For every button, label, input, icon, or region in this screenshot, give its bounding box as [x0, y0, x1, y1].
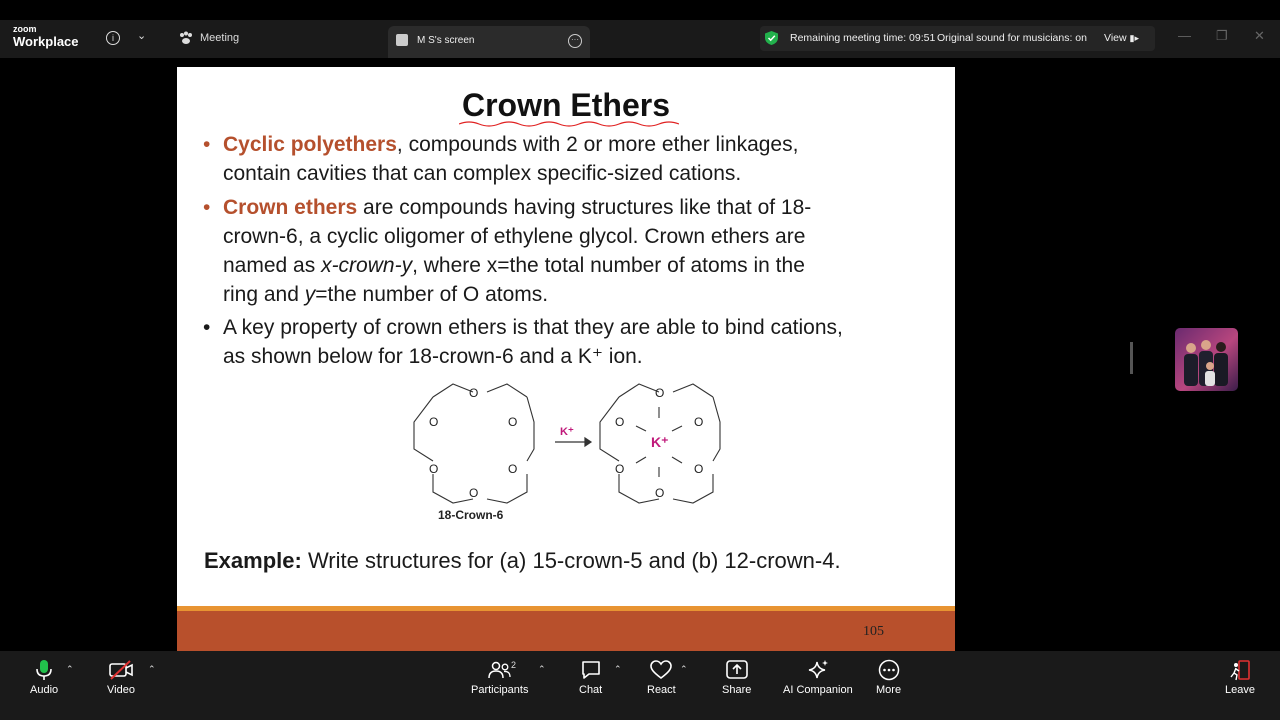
bullet-marker: • — [203, 196, 211, 219]
crown-ether-diagram — [407, 379, 727, 509]
title-bar — [0, 20, 1280, 58]
bullet-cyclic-polyethers — [203, 130, 933, 188]
oxygen-label: O — [429, 462, 439, 476]
leave-door-icon — [1228, 659, 1252, 681]
top-border — [0, 0, 1280, 20]
k-ion-label: K⁺ — [651, 434, 669, 450]
page-number: 105 — [863, 624, 884, 639]
slide-title: Crown Ethers — [461, 87, 671, 123]
bullet-marker: • — [203, 316, 211, 339]
view-button[interactable] — [1104, 32, 1139, 44]
minimize-icon[interactable]: — — [1178, 28, 1191, 43]
more-button[interactable] — [876, 659, 901, 696]
restore-icon[interactable]: ❐ — [1216, 28, 1228, 43]
leave-button[interactable] — [1225, 659, 1255, 696]
tab-shared-screen[interactable] — [388, 26, 590, 58]
audio-button[interactable] — [30, 659, 58, 696]
participant-video-thumbnail[interactable] — [1175, 328, 1238, 391]
chat-label: Chat — [579, 684, 603, 696]
oxygen-label: O — [469, 486, 479, 500]
reaction-arrow — [555, 438, 591, 446]
panel-resize-handle[interactable] — [1130, 342, 1133, 374]
bullet2-line3a: named as — [223, 254, 322, 277]
oxygen-label: O — [508, 415, 518, 429]
react-options-chevron-icon[interactable]: ⌃ — [680, 664, 688, 674]
video-off-icon — [108, 659, 134, 681]
arrow-ion-label: K⁺ — [560, 426, 574, 438]
chat-button[interactable] — [579, 659, 602, 696]
bullet1-text: , compounds with 2 or more ether linkages, — [396, 133, 799, 156]
bullet-marker: • — [203, 133, 211, 156]
avatar — [396, 34, 408, 46]
microphone-icon — [34, 659, 54, 681]
bullet2-line4b: =the number of O atoms. — [315, 283, 549, 306]
bullet1-highlight: Cyclic polyethers — [223, 133, 397, 156]
ai-companion-button[interactable] — [783, 659, 853, 696]
shield-check-icon — [765, 31, 778, 45]
sparkle-icon — [806, 659, 830, 681]
react-label: React — [647, 684, 676, 696]
oxygen-label: O — [655, 386, 665, 400]
oxygen-label: O — [615, 462, 625, 476]
bullet-crown-ethers — [203, 193, 933, 309]
react-button[interactable] — [647, 659, 676, 696]
meeting-label: Meeting — [200, 32, 240, 44]
original-sound-status[interactable]: Original sound for musicians: on — [937, 32, 1087, 44]
oxygen-label: O — [429, 415, 439, 429]
audio-label: Audio — [30, 684, 59, 696]
oxygen-label: O — [655, 486, 665, 500]
spellcheck-underline — [459, 120, 679, 128]
example-label: Example: — [204, 548, 302, 573]
participants-paw-icon — [178, 31, 194, 45]
share-label: Share — [722, 684, 752, 696]
more-dots-icon — [877, 659, 901, 681]
logo-bottom: Workplace — [13, 34, 79, 49]
shared-slide — [177, 67, 955, 651]
example-body: Write structures for (a) 15-crown-5 and (b) 12-crown-4. — [301, 548, 841, 573]
logo-top: zoom — [13, 24, 37, 34]
bullet2-line3b: , where x=the total number of atoms in the — [412, 254, 805, 277]
diagram-label: 18-Crown-6 — [438, 508, 504, 522]
meeting-info-bar — [760, 26, 1155, 51]
meeting-toolbar — [0, 651, 1280, 720]
bullet2-line4a: ring and — [223, 283, 305, 306]
participants-label: Participants — [471, 684, 529, 696]
bullet3-line1: A key property of crown ethers is that they are able to bind cations, — [223, 316, 843, 339]
bullet-key-property — [203, 313, 933, 371]
oxygen-label: O — [694, 462, 704, 476]
meeting-menu[interactable] — [178, 32, 239, 44]
view-label: View — [1104, 32, 1127, 44]
oxygen-label: O — [508, 462, 518, 476]
oxygen-label: O — [615, 415, 625, 429]
leave-label: Leave — [1225, 684, 1255, 696]
oxygen-label: O — [694, 415, 704, 429]
oxygen-label: O — [469, 386, 479, 400]
chat-options-chevron-icon[interactable]: ⌃ — [614, 664, 622, 674]
remaining-time: Remaining meeting time: 09:51 — [790, 32, 936, 44]
video-button[interactable] — [107, 659, 135, 696]
info-icon[interactable]: i — [106, 31, 120, 45]
zoom-logo — [13, 25, 79, 48]
participants-icon — [487, 659, 513, 681]
share-screen-icon — [724, 659, 750, 681]
bullet1-line2: contain cavities that can complex specific-sized cations. — [223, 162, 742, 185]
slide-footer — [177, 611, 955, 651]
bullet2-text: are compounds having structures like that of 18- — [357, 196, 812, 219]
participants-options-chevron-icon[interactable]: ⌃ — [538, 664, 546, 674]
participants-count: 2 — [511, 660, 517, 670]
participants-photo-icon — [1175, 328, 1238, 391]
bullet2-line3-italic: x-crown-y — [321, 254, 413, 277]
video-label: Video — [107, 684, 135, 696]
heart-icon — [649, 659, 673, 681]
bullet3-line2: as shown below for 18-crown-6 and a K⁺ ion. — [223, 345, 643, 368]
bullet2-line2: crown-6, a cyclic oligomer of ethylene glycol. Crown ethers are — [223, 225, 806, 248]
more-options-icon[interactable]: ··· — [568, 34, 582, 48]
more-label: More — [876, 684, 902, 696]
bullet2-line4-italic: y — [304, 283, 316, 306]
audio-options-chevron-icon[interactable]: ⌃ — [66, 664, 74, 674]
chat-icon — [580, 659, 602, 681]
participants-button[interactable] — [471, 659, 528, 696]
close-icon[interactable]: ✕ — [1254, 28, 1265, 43]
bullet2-highlight: Crown ethers — [223, 196, 358, 219]
ai-companion-label: AI Companion — [783, 684, 853, 696]
share-button[interactable] — [722, 659, 751, 696]
example-text — [204, 548, 841, 574]
chevron-down-icon[interactable]: ⌄ — [137, 30, 147, 42]
view-icon: ▮▸ — [1129, 33, 1139, 43]
share-tab-label: M S's screen — [417, 35, 475, 46]
video-options-chevron-icon[interactable]: ⌃ — [148, 664, 156, 674]
